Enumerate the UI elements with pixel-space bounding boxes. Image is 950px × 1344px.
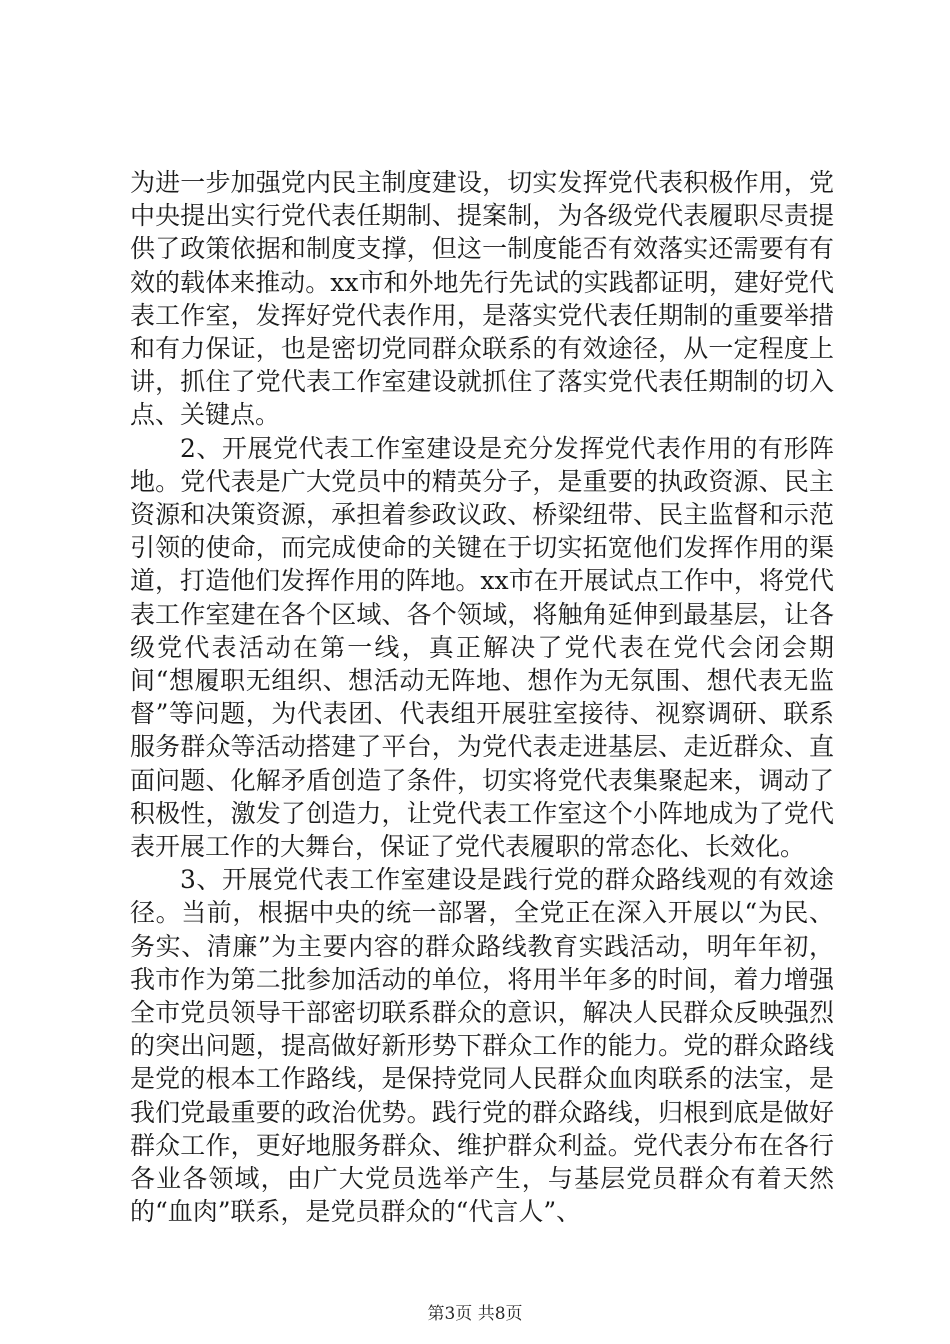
paragraph-intro-continuation: 为进一步加强党内民主制度建设，切实发挥党代表积极作用，党中央提出实行党代表任期制、提案制，为各级党代表履职尽责提供了政策依据和制度支撑，但这一制度能否有效落实还需要有有效的载体来推动。xx市和外地先行先试的实践都证明，建好党代表工作室，发挥好党代表作用，是落实党代表任期制的重要举措和有力保证，也是密切党同群众联系的有效途径，从一定程度上讲，抓住了党代表工作室建设就抓住了落实党代表任期制的切入点、关键点。 bbox=[130, 168, 834, 430]
document-body bbox=[130, 166, 834, 1229]
page-number-footer: 第3页 共8页 bbox=[427, 1304, 523, 1324]
paragraph-point-2: 2、开展党代表工作室建设是充分发挥党代表作用的有形阵地。党代表是广大党员中的精英分子，是重要的执政资源、民主资源和决策资源，承担着参政议政、桥梁纽带、民主监督和示范引领的使命，而完成使命的关键在于切实拓宽他们发挥作用的渠道，打造他们发挥作用的阵地。xx市在开展试点工作中，将党代表工作室建在各个区域、各个领域，将触角延伸到最基层，让各级党代表活动在第一线，真正解决了党代表在党代会闭会期间“想履职无组织、想活动无阵地、想作为无氛围、想代表无监督”等问题，为代表团、代表组开展驻室接待、视察调研、联系服务群众等活动搭建了平台，为党代表走进基层、走近群众、直面问题、化解矛盾创造了条件，切实将党代表集聚起来，调动了积极性，激发了创造力，让党代表工作室这个小阵地成为了党代表开展工作的大舞台，保证了党代表履职的常态化、长效化。 bbox=[130, 433, 834, 862]
paragraph-point-3: 3、开展党代表工作室建设是践行党的群众路线观的有效途径。当前，根据中央的统一部署，全党正在深入开展以“为民、务实、清廉”为主要内容的群众路线教育实践活动，明年年初，我市作为第二批参加活动的单位，将用半年多的时间，着力增强全市党员领导干部密切联系群众的意识，解决人民群众反映强烈的突出问题，提高做好新形势下群众工作的能力。党的群众路线是党的根本工作路线，是保持党同人民群众血肉联系的法宝，是我们党最重要的政治优势。践行党的群众路线，归根到底是做好群众工作，更好地服务群众、维护群众利益。党代表分布在各行各业各领域，由广大党员选举产生，与基层党员群众有着天然的“血肉”联系，是党员群众的“代言人”、 bbox=[130, 865, 834, 1227]
